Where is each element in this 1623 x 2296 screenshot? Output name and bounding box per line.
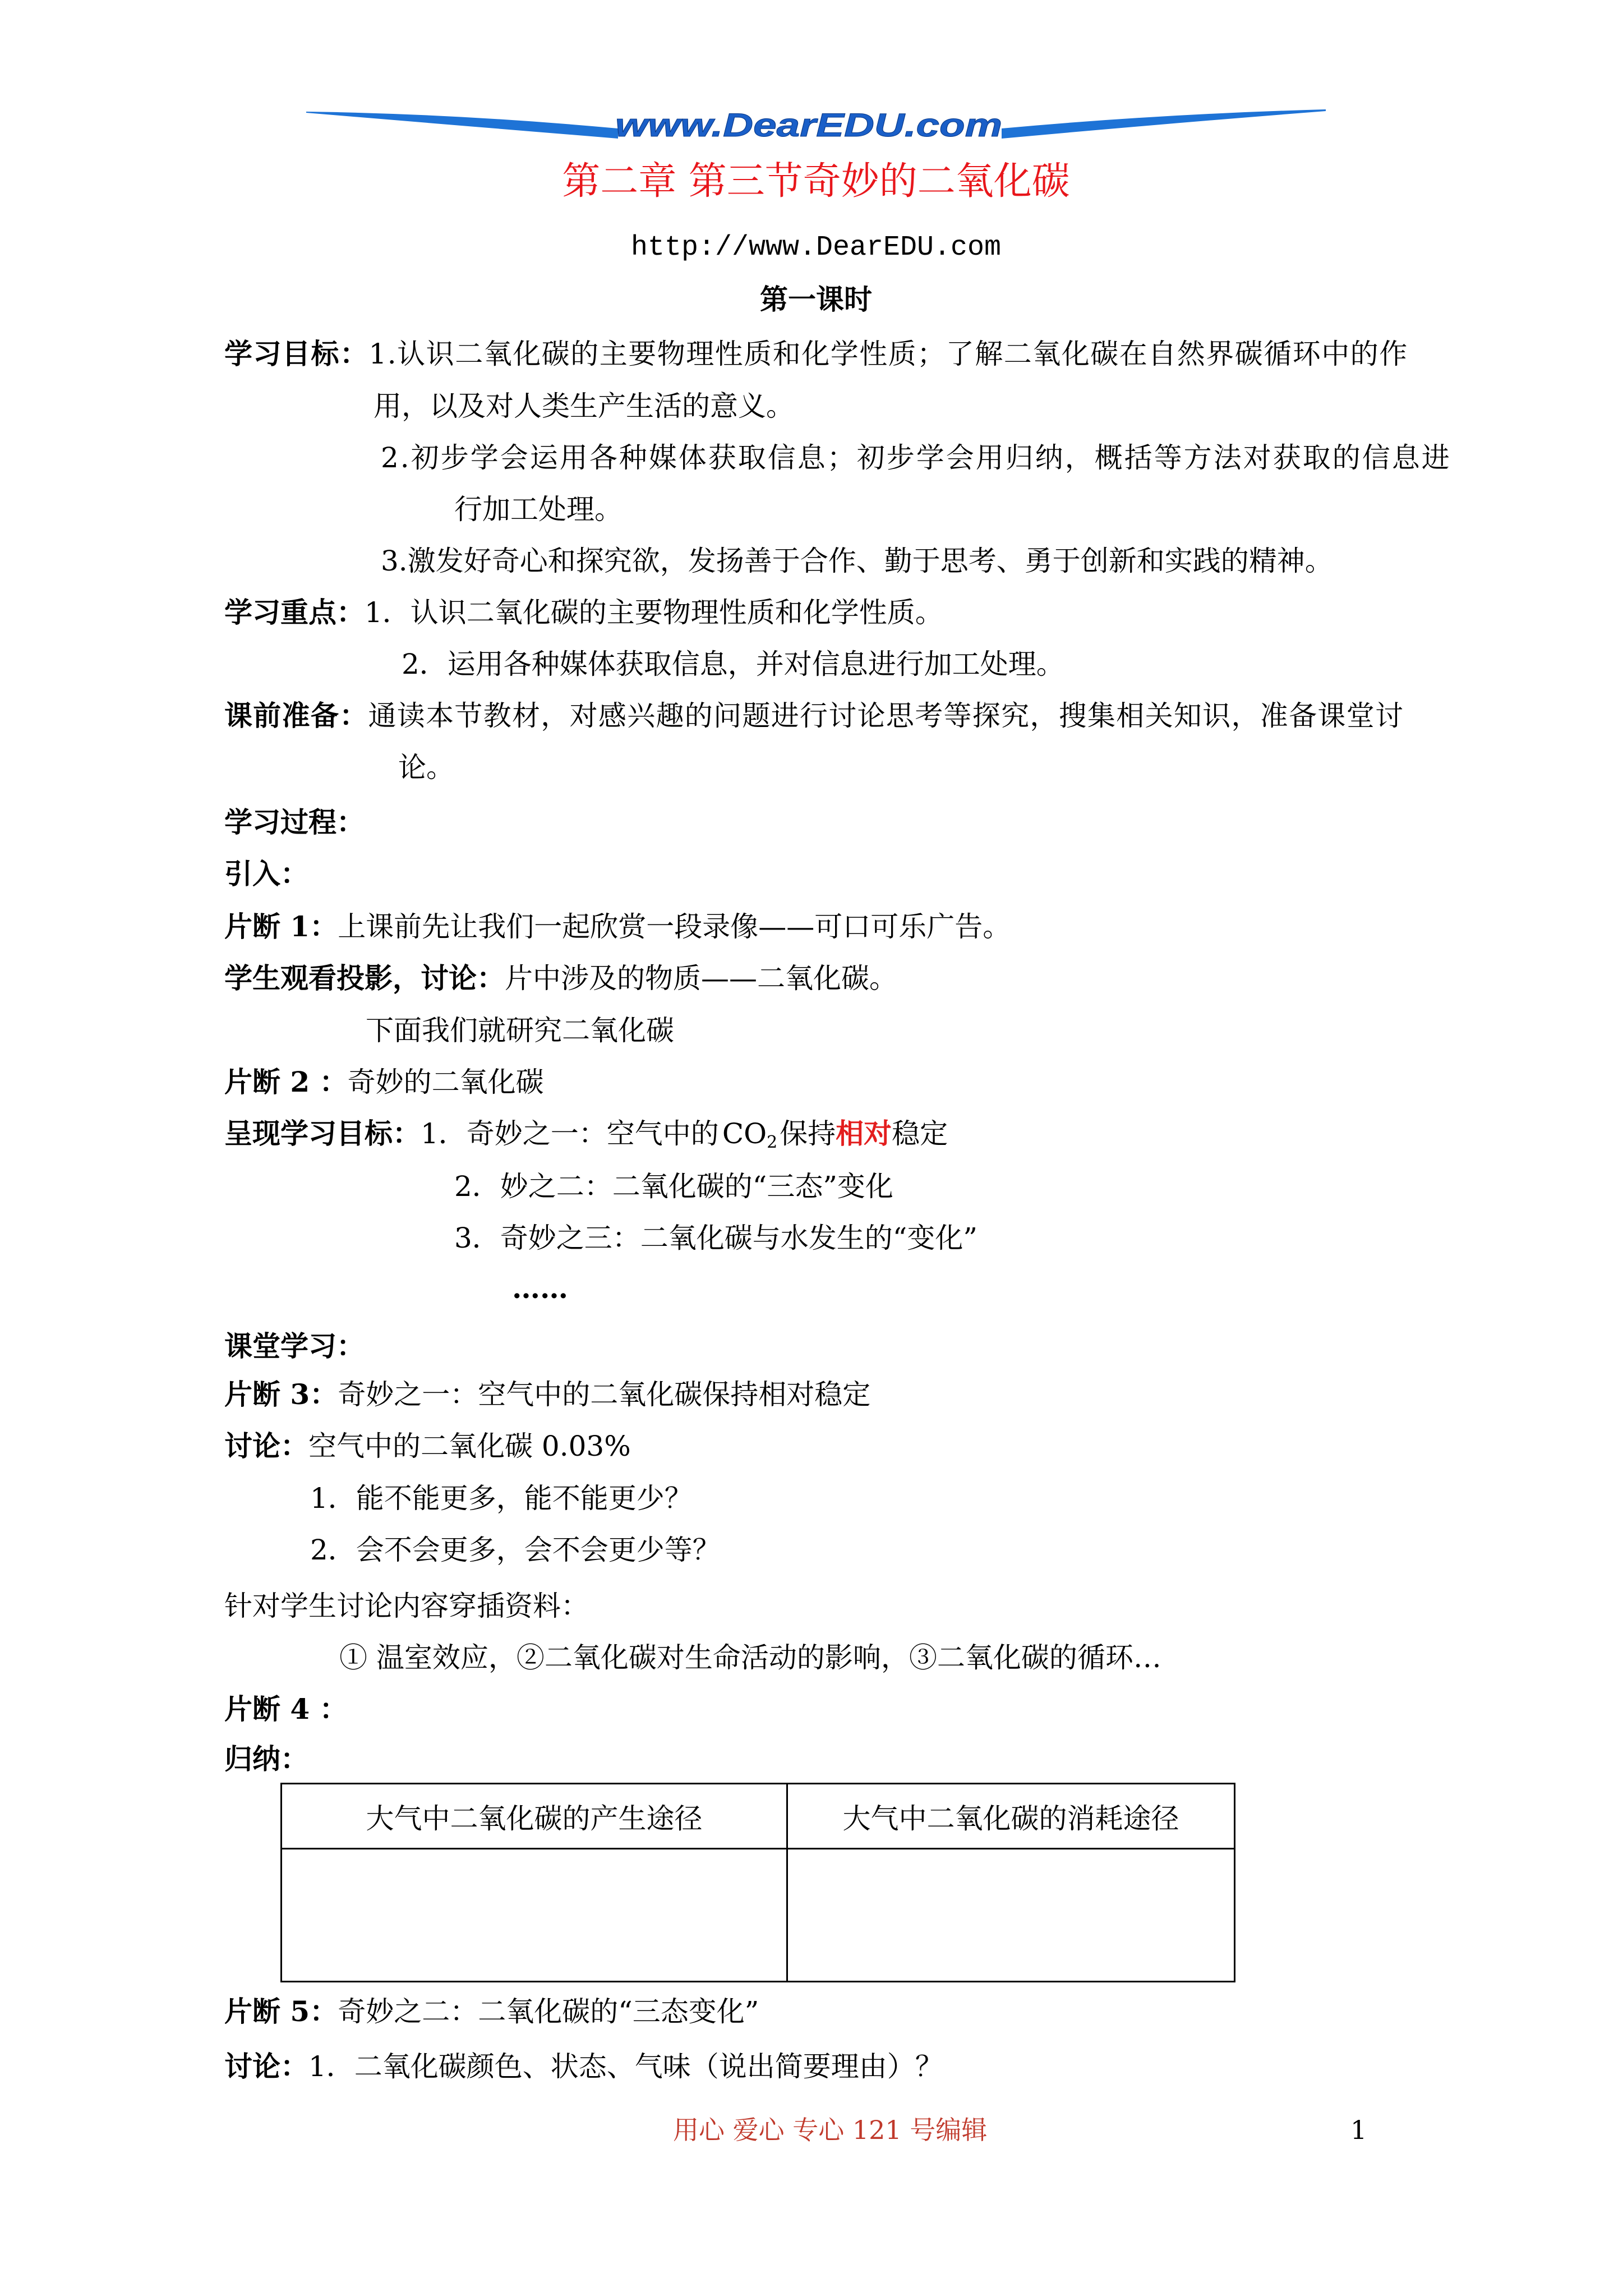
- objectives-label: 学习目标：: [224, 337, 369, 370]
- document-title: 第二章 第三节奇妙的二氧化碳: [562, 159, 1070, 204]
- viewing-discussion: [224, 961, 897, 995]
- discussion-2-label: 讨论：: [224, 2050, 308, 2083]
- key-points-line-1: [224, 596, 943, 629]
- lesson-period: 第一课时: [760, 283, 872, 316]
- segment-2: [224, 1065, 544, 1099]
- goal-2: 2．妙之二：二氧化碳的“三态”变化: [454, 1170, 893, 1203]
- segment-5: [224, 1995, 759, 2028]
- logo-left-swoosh: [306, 112, 618, 139]
- objective-2-text: 2.初步学会运用各种媒体获取信息；初步学会用归纳，概括等方法对获取的信息进: [381, 441, 1451, 474]
- segment-1-label: 片断 1：: [224, 910, 338, 943]
- transition-text: 下面我们就研究二氧化碳: [366, 1014, 674, 1047]
- formula-base: CO: [722, 1117, 767, 1150]
- goals-label: 呈现学习目标：: [224, 1117, 421, 1150]
- summary-label: 归纳：: [224, 1742, 308, 1775]
- table-header-sources: 大气中二氧化碳的产生途径: [282, 1784, 787, 1849]
- page-number: 1: [1350, 2115, 1367, 2145]
- goal-1-before: 1．奇妙之一：空气中的: [421, 1117, 719, 1150]
- viewing-text: 片中涉及的物质——二氧化碳。: [505, 962, 897, 995]
- process-heading: 学习过程：: [224, 806, 365, 839]
- goal-1-highlight: 相对: [836, 1117, 892, 1150]
- table-cell-sinks: [787, 1849, 1235, 1982]
- segment-5-text: 奇妙之二：二氧化碳的“三态变化”: [338, 1995, 759, 2028]
- discussion-label: 讨论：: [224, 1429, 308, 1462]
- table-header-sinks: 大气中二氧化碳的消耗途径: [787, 1784, 1235, 1849]
- materials-intro: 针对学生讨论内容穿插资料：: [224, 1590, 589, 1622]
- preparation-label: 课前准备：: [224, 699, 368, 732]
- goals-ellipsis: ……: [512, 1272, 568, 1305]
- table-cell-sources: [282, 1849, 787, 1982]
- discussion-2: [224, 2050, 943, 2083]
- segment-1: [224, 910, 1011, 944]
- objective-1-continuation: 用，以及对人类生产生活的意义。: [374, 390, 794, 422]
- formula-subscript: 2: [767, 1133, 778, 1152]
- table-row: [282, 1849, 1235, 1982]
- logo-text: www.DearEDU.com: [615, 107, 1002, 144]
- preparation-line-1: [224, 699, 1404, 733]
- discussion-question-2: 2．会不会更多，会不会更少等？: [310, 1534, 721, 1566]
- footer-note: 用心 爱心 专心 121 号编辑: [673, 2115, 988, 2145]
- intro-heading: 引入：: [224, 857, 308, 890]
- key-point-1: 1．认识二氧化碳的主要物理性质和化学性质。: [365, 596, 943, 629]
- objective-1-text: 1.认识二氧化碳的主要物理性质和化学性质；了解二氧化碳在自然界碳循环中的作: [368, 338, 1408, 370]
- preparation-continuation: 论。: [398, 751, 454, 784]
- segment-2-label: 片断 2 ：: [224, 1065, 348, 1098]
- goal-3: 3．奇妙之三：二氧化碳与水发生的“变化”: [454, 1222, 978, 1254]
- segment-1-text: 上课前先让我们一起欣赏一段录像——可口可乐广告。: [338, 910, 1011, 943]
- segment-3: [224, 1378, 870, 1411]
- discussion-question-1: 1．能不能更多，能不能更少？: [310, 1482, 693, 1515]
- objective-3-text: 3.激发好奇心和探究欲，发扬善于合作、勤于思考、勇于创新和实践的精神。: [381, 545, 1333, 577]
- discussion-2-text: 1．二氧化碳颜色、状态、气味（说出简要理由）？: [308, 2050, 943, 2083]
- materials-list: ① 温室效应，②二氧化碳对生命活动的影响，③二氧化碳的循环…: [339, 1641, 1161, 1674]
- summary-table: [280, 1783, 1235, 1982]
- goals-line-1: [224, 1117, 948, 1151]
- table-header-row: [282, 1784, 1235, 1849]
- key-points-label: 学习重点：: [224, 596, 365, 629]
- logo-right-swoosh: [1002, 109, 1326, 139]
- site-url: http://www.DearEDU.com: [630, 232, 1002, 264]
- segment-3-label: 片断 3：: [224, 1378, 338, 1411]
- key-point-2: 2．运用各种媒体获取信息，并对信息进行加工处理。: [402, 648, 1064, 680]
- objectives-line-1: [224, 337, 1408, 371]
- co2-formula: [722, 1117, 777, 1150]
- segment-4-label: 片断 4 ：: [224, 1692, 348, 1726]
- segment-5-label: 片断 5：: [224, 1995, 338, 2028]
- viewing-label: 学生观看投影，讨论：: [224, 961, 505, 995]
- site-logo: [303, 104, 1329, 149]
- classroom-heading: 课堂学习：: [224, 1329, 365, 1363]
- preparation-text: 通读本节教材，对感兴趣的问题进行讨论思考等探究，搜集相关知识，准备课堂讨: [368, 700, 1404, 732]
- goal-1-after: 稳定: [892, 1117, 948, 1150]
- discussion-1: [224, 1429, 631, 1463]
- discussion-text: 空气中的二氧化碳 0.03%: [308, 1430, 631, 1462]
- segment-2-text: 奇妙的二氧化碳: [347, 1066, 544, 1098]
- objective-2-continuation: 行加工处理。: [454, 493, 623, 526]
- segment-3-text: 奇妙之一：空气中的二氧化碳保持相对稳定: [338, 1378, 871, 1411]
- goal-1-middle: 保持: [780, 1117, 836, 1150]
